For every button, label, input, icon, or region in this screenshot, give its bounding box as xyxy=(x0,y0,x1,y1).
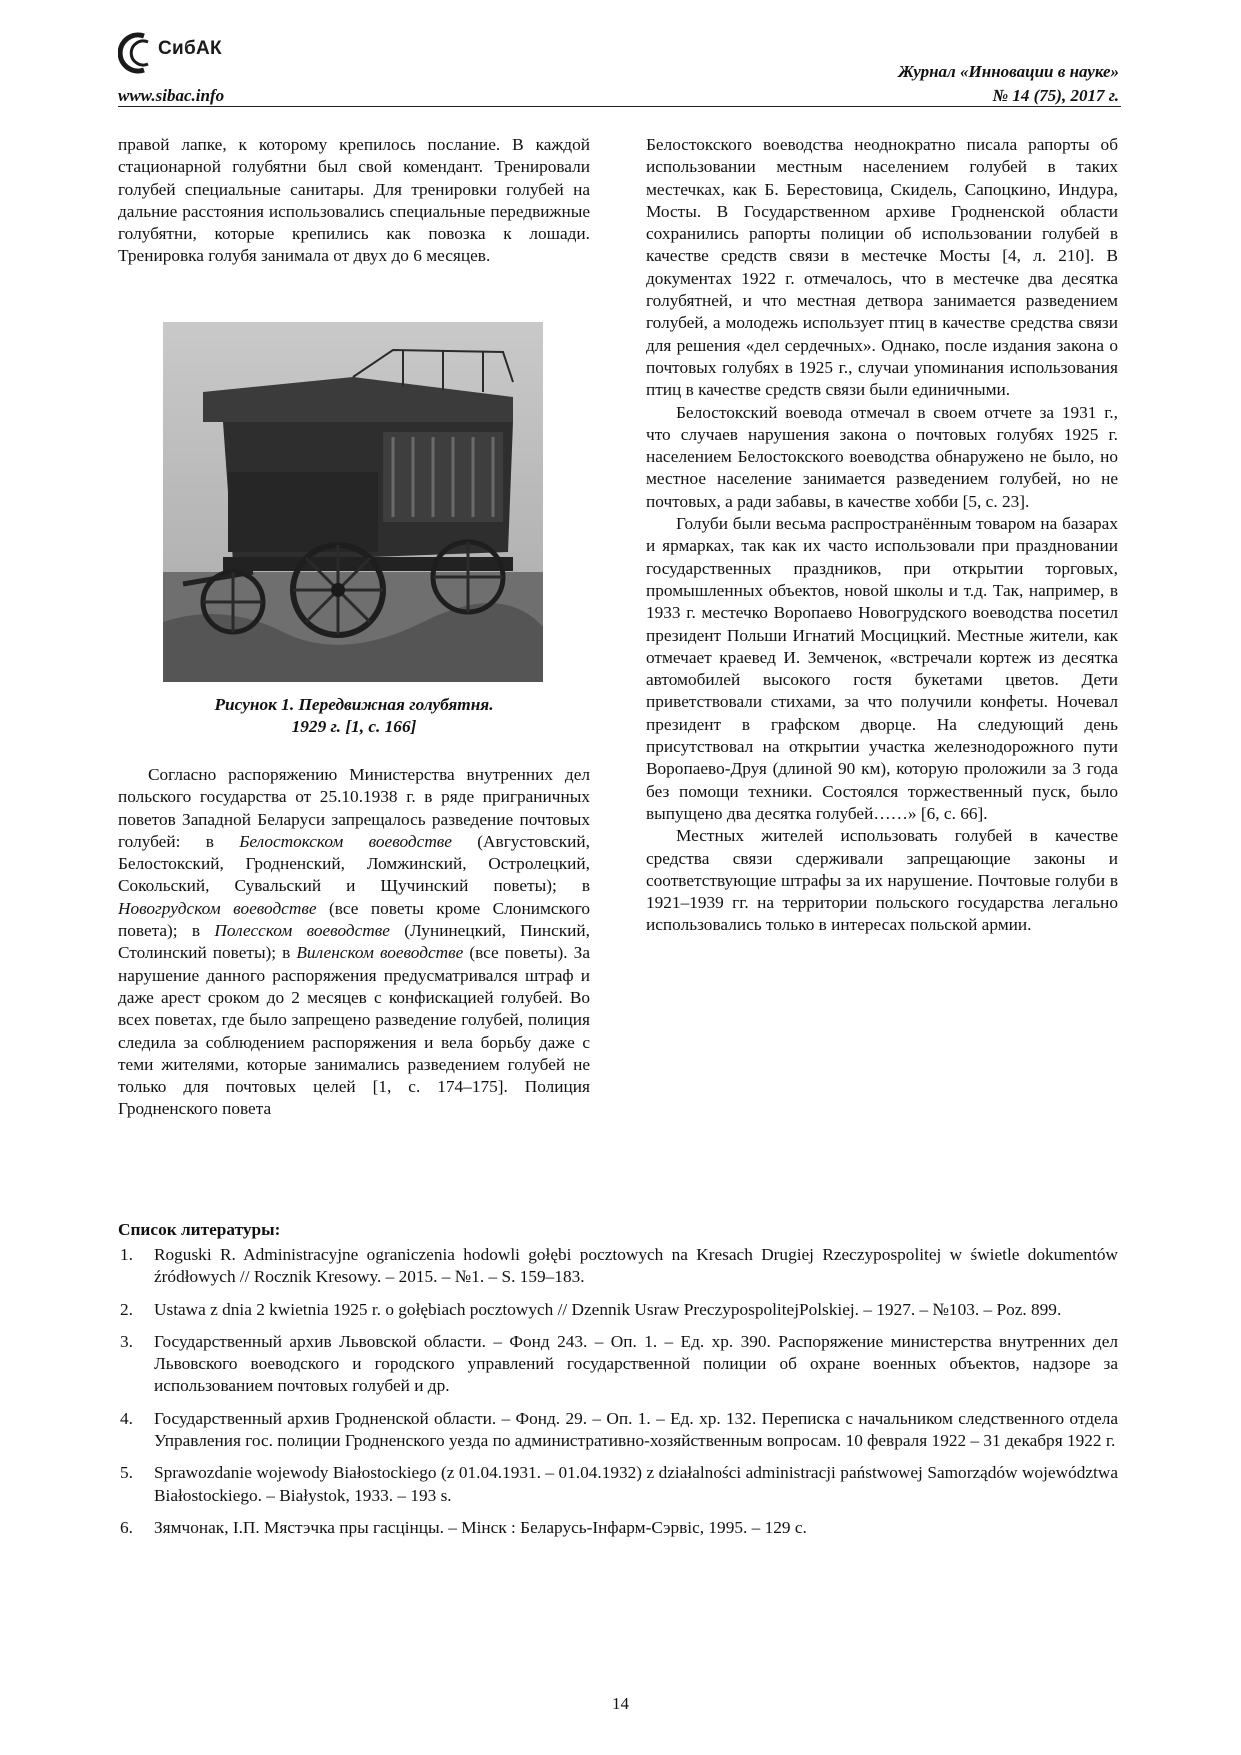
caption-line-2: 1929 г. [1, с. 166] xyxy=(291,717,417,737)
reference-text: Государственный архив Гродненской области. – Фонд. 29. – Оп. 1. – Ед. хр. 132. Переписка с начальником следственного отдела Управления гос. полиции Гродненского уезда по административно-хозяйственным вопросам. 10 февраля 1922 – 31 декабря 1922 г. xyxy=(154,1408,1118,1451)
journal-title: Журнал «Инновации в науке» xyxy=(898,62,1119,81)
left-column-top xyxy=(118,134,590,268)
paragraph: правой лапке, к которому крепилось послание. В каждой стационарной голубятни был свой комендант. Тренировали голубей специальные санитары. Для тренировки голубей на дальние расстояния использовались специальные передвижные голубятни, которые крепились как повозка к лошади. Тренировка голубя занимала от двух до 6 месяцев. xyxy=(118,135,590,266)
italic-run: Новогрудском воеводстве xyxy=(118,898,317,918)
reference-number: 6. xyxy=(120,1517,133,1537)
italic-run: Полесском воеводстве xyxy=(214,921,390,941)
reference-text: Sprawozdanie wojewody Białostockiego (z 01.04.1931. – 01.04.1932) z działalności administracji państwowej Samorządów województwa Białostockiego. – Białystok, 1933. – 193 s. xyxy=(154,1463,1118,1505)
reference-number: 1. xyxy=(120,1245,133,1264)
reference-item xyxy=(118,1462,1118,1507)
text-run: (все поветы). За нарушение данного распоряжения предусматривался штраф и даже арест сроком до 2 месяцев с конфискацией голубей. Во всех поветах, где было запрещено разведение голубей, полиция следила за соблюдением распоряжения и вела борьбу даже с теми жителями, которые занимались разведением голубей не только для почтовых целей [1, с. 174–175]. Полиция Гродненского повета xyxy=(118,943,590,1119)
figure-caption xyxy=(118,694,590,739)
logo-text: СибАК xyxy=(158,38,222,59)
paragraph: Голуби были весьма распространённым товаром на базарах и ярмарках, так как их часто использовали при праздновании государственных праздников, при открытии торговых, промышленных объектов, новой школы и т.д. Так, например, в 1933 г. местечко Воропаево Новогрудского воеводства посетил президент Польши Игнатий Мосцицкий. Местные жители, как отмечает краевед И. Земченок, «встречали кортеж из десятка автомобилей высокого гостя букетами цветов. Дети приветствовали стихами, за что получили конфеты. Ночевал президент в графском дворце. На следующий день присутствовал на открытии участка железнодорожного пути Воропаево-Друя (длиной 90 км), которую проложили за 3 года без помощи техники. Состоялся торжественный пуск, было выпущено два десятка голубей……» [6, с. 66]. xyxy=(646,514,1118,823)
journal-issue: № 14 (75), 2017 г. xyxy=(992,86,1119,105)
right-column xyxy=(646,134,1118,937)
text-run: Согласно распоряжению Министерства внутренних дел польского государства от 25.10.1938 г. в ряде приграничных поветов Западной Беларуси запрещалось разведение почтовых голубей: в xyxy=(118,765,590,851)
reference-item xyxy=(118,1331,1118,1398)
caption-line-1: Рисунок 1. Передвижная голубятня. xyxy=(214,695,494,714)
reference-number: 4. xyxy=(120,1408,133,1428)
references-title: Список литературы: xyxy=(118,1220,281,1239)
references-list xyxy=(118,1244,1118,1549)
reference-text: Государственный архив Львовской области. – Фонд 243. – Оп. 1. – Ед. хр. 390. Распоряжение министерства внутренних дел Львовского воеводского и городского управлений государственной полиции об охране военных объектов, надзоре за использованием почтовых голубей и др. xyxy=(154,1331,1118,1396)
reference-text: Ustawa z dnia 2 kwietnia 1925 r. o gołębiach pocztowych // Dzennik Usraw PreczypospolitejPolskiej. – 1927. – №103. – Poz. 899. xyxy=(154,1299,1062,1319)
reference-item xyxy=(118,1299,1118,1321)
text-run: (Лунинецкий, Пинский, Столинский поветы); в xyxy=(118,921,590,963)
page-number: 14 xyxy=(612,1694,629,1713)
reference-item xyxy=(118,1244,1118,1289)
reference-text: Roguski R. Administracyjne ograniczenia hodowli gołębi pocztowych na Kresach Drugiej Rzeczypospolitej w świetle dokumentów źródłowych // Rocznik Kresowy. – 2015. – №1. – S. 159–183. xyxy=(154,1245,1118,1287)
paragraph: Белостокский воевода отмечал в своем отчете за 1931 г., что случаев нарушения закона о почтовых голубях 1925 г. населением Белостокского воеводства обнаружено не было, но местное население занимается разведением голубей, но не почтовых, а ради забавы, в качестве хобби [5, с. 23]. xyxy=(646,402,1118,511)
italic-run: Виленском воеводстве xyxy=(296,943,464,963)
figure-photo-mobile-dovecote xyxy=(163,322,543,682)
header-rule xyxy=(118,106,1121,107)
left-column-bottom xyxy=(118,764,590,1121)
text-run: (все поветы кроме Слонимского повета); в xyxy=(118,898,591,941)
site-link[interactable]: www.sibac.info xyxy=(118,86,225,105)
reference-text: Зямчонак, І.П. Мястэчка пры гасцінцы. – Мінск : Беларусь-Інфарм-Сэрвіс, 1995. – 129 с. xyxy=(154,1517,807,1537)
reference-number: 5. xyxy=(120,1463,133,1483)
reference-item xyxy=(118,1408,1118,1453)
reference-number: 3. xyxy=(120,1331,133,1351)
reference-number: 2. xyxy=(120,1299,133,1319)
text-run: (Августовский, Белостокский, Гродненский, Ломжинский, Остролецкий, Сокольский, Сувальский и Щучинский поветы); в xyxy=(118,831,590,896)
italic-run: Белостокском воеводстве xyxy=(239,831,452,851)
paragraph: Белостокского воеводства неоднократно писала рапорты об использовании местным населением голубей в таких местечках, как Б. Берестовица, Скидель, Сапоцкино, Индура, Мосты. В Государственном архиве Гродненской области сохранились рапорты полиции об использовании голубей в качестве средств связи в местечке Мосты [4, л. 210]. В документах 1922 г. отмечалось, что в местечке два десятка голубятней, и что местная детвора занимается разведением голубей, а молодежь использует птиц в качестве средства связи для решения «дел сердечных». Однако, после издания закона о почтовых голубях в 1925 г., случаи упоминания использования птиц в качестве средств связи были единичными. xyxy=(646,135,1118,400)
paragraph xyxy=(118,764,590,1121)
reference-item xyxy=(118,1517,1118,1539)
paragraph: Местных жителей использовать голубей в качестве средства связи сдерживали запрещающие законы и соответствующие штрафы за их нарушение. Почтовые голуби в 1921–1939 гг. на территории польского государства легально использовались только в интересах польской армии. xyxy=(646,826,1118,935)
